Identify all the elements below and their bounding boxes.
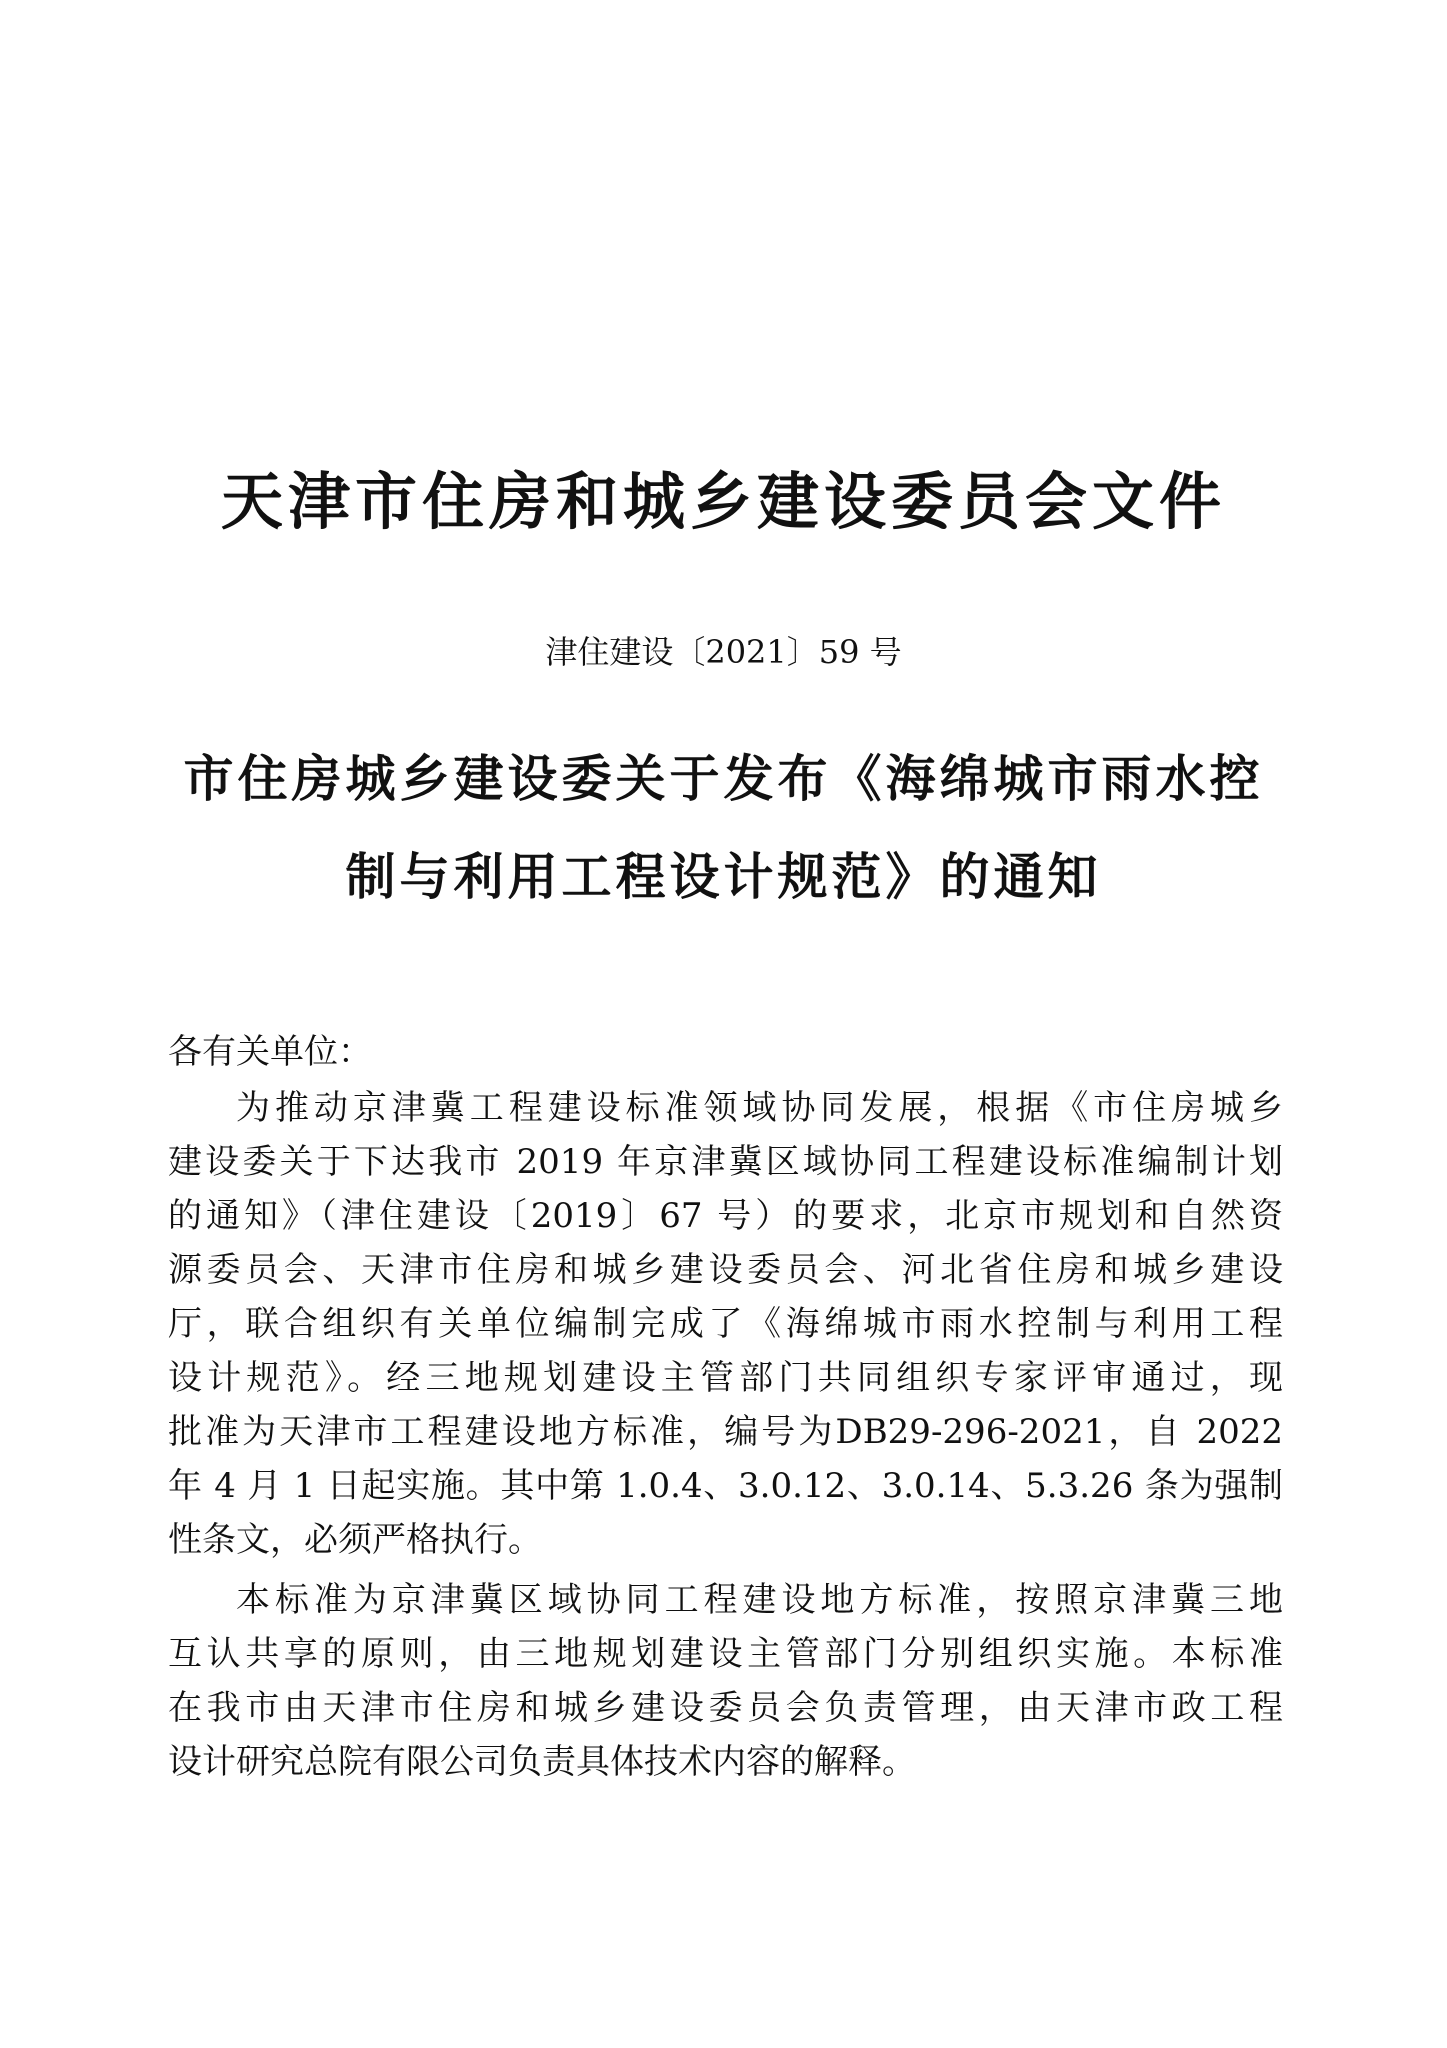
- notice-body: [168, 1025, 1283, 1795]
- paragraph-line: 设计研究总院有限公司负责具体技术内容的解释。: [168, 1742, 916, 1782]
- notice-title: [160, 730, 1287, 926]
- body-paragraph: [168, 1081, 1283, 1567]
- paragraph-line: 年 4 月 1 日起实施。其中第 1.0.4、3.0.12、3.0.14、5.3.26 条为强制: [168, 1466, 1283, 1506]
- paragraph-line: 为推动京津冀工程建设标准领域协同发展，根据《市住房城乡: [236, 1088, 1283, 1128]
- paragraph-line: 性条文，必须严格执行。: [168, 1520, 542, 1560]
- paragraph-line: 厅，联合组织有关单位编制完成了《海绵城市雨水控制与利用工程: [168, 1304, 1283, 1344]
- notice-title-line: 市住房城乡建设委关于发布《海绵城市雨水控: [183, 750, 1264, 808]
- paragraph-line: 的通知》（津住建设〔2019〕67 号）的要求，北京市规划和自然资: [168, 1196, 1283, 1236]
- paragraph-line: 互认共享的原则，由三地规划建设主管部门分别组织实施。本标准: [168, 1634, 1283, 1674]
- paragraph-line: 建设委关于下达我市 2019 年京津冀区域协同工程建设标准编制计划: [168, 1142, 1283, 1182]
- body-paragraph: [168, 1573, 1283, 1789]
- salutation: 各有关单位：: [168, 1032, 372, 1072]
- paragraph-line: 在我市由天津市住房和城乡建设委员会负责管理，由天津市政工程: [168, 1688, 1283, 1728]
- notice-title-line: 制与利用工程设计规范》的通知: [345, 848, 1102, 906]
- document-number: 津住建设〔2021〕59 号: [545, 633, 902, 671]
- paragraph-line: 设计规范》。经三地规划建设主管部门共同组织专家评审通过，现: [168, 1358, 1283, 1398]
- paragraph-line: 源委员会、天津市住房和城乡建设委员会、河北省住房和城乡建设: [168, 1250, 1283, 1290]
- paragraph-line: 本标准为京津冀区域协同工程建设地方标准，按照京津冀三地: [236, 1580, 1283, 1620]
- issuer-header: 天津市住房和城乡建设委员会文件: [220, 465, 1226, 538]
- paragraph-line: 批准为天津市工程建设地方标准，编号为DB29-296-2021，自 2022: [168, 1412, 1283, 1452]
